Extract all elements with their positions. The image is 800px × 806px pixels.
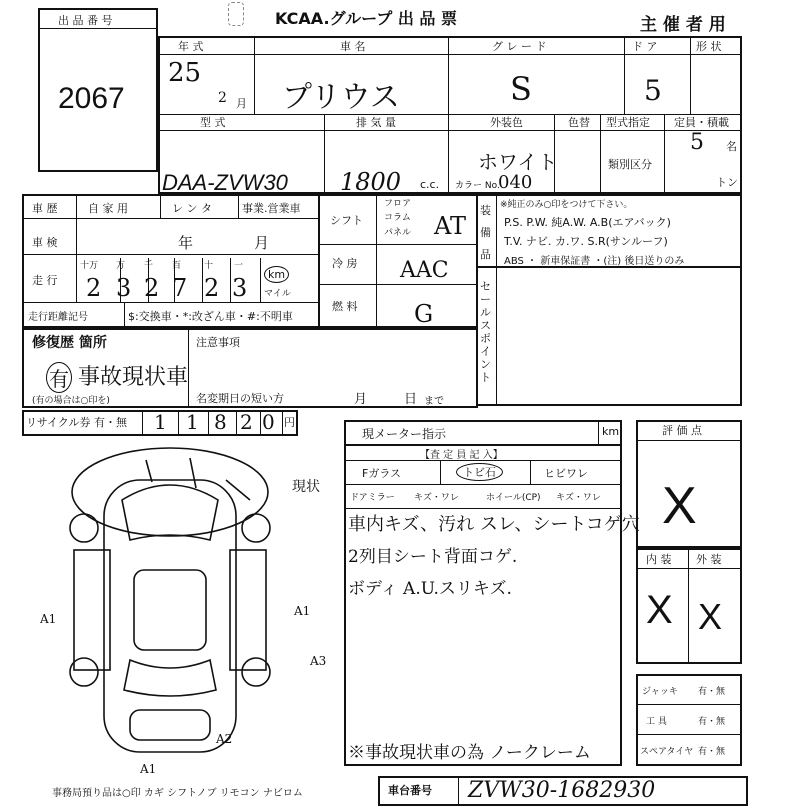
name-header: 車 名 <box>340 40 366 53</box>
history-label: 車 歴 <box>32 202 58 215</box>
year-header: 年 式 <box>178 40 204 53</box>
displacement-header: 排 気 量 <box>356 116 396 129</box>
front-right-wheel <box>242 514 270 542</box>
color-value: ホワイト <box>478 150 558 174</box>
rear-window <box>124 660 216 696</box>
shift-value: AT <box>434 212 467 240</box>
overall-grade-label: 評 価 点 <box>662 424 702 437</box>
inspection-year-unit: 年 <box>178 234 194 252</box>
fuel-label: 燃 料 <box>332 300 358 313</box>
car-body <box>104 480 236 752</box>
diagram-mark: A2 <box>216 732 233 746</box>
doors-header: ド ア <box>632 40 658 53</box>
equipment-line3: ABS ・ 新車保証書 ・(注) 後日送りのみ <box>504 256 685 267</box>
recycle-digit: 2 <box>240 410 253 434</box>
ac-value: AAC <box>400 258 449 283</box>
color-no-label: カラー No. <box>455 181 500 191</box>
year-value: 25 <box>168 58 202 88</box>
exterior-label: 外 装 <box>696 553 722 566</box>
mileage-digit: 3 <box>116 274 132 302</box>
mileage-digit: 7 <box>172 274 188 302</box>
tools-label: 工 具 <box>646 717 667 727</box>
equipment-note: ※純正のみ○印をつけて下さい。 <box>500 200 633 210</box>
sales-point-box <box>476 266 742 406</box>
recycle-digit: 1 <box>186 410 199 434</box>
color-change-header: 色替 <box>568 116 590 129</box>
shift-panel: パネル <box>384 228 412 238</box>
chip-label: トビ石 <box>456 463 503 481</box>
no-claim-note: ※事故現状車の為 ノークレーム <box>348 743 591 763</box>
color-header: 外装色 <box>490 116 523 129</box>
type-designation-header: 型式指定 <box>606 116 650 129</box>
model-value: DAA-ZVW30 <box>162 170 288 195</box>
month-unit: 月 <box>236 97 247 110</box>
km-unit: km <box>264 266 289 283</box>
ac-label: 冷 房 <box>332 257 358 270</box>
chassis-label: 車台番号 <box>388 784 432 797</box>
history-rental: レ ン タ <box>172 202 212 215</box>
door-mirror-value: キズ・ワレ <box>414 493 459 503</box>
inspection-label: 車 検 <box>32 236 58 249</box>
displacement-value: 1800 <box>340 168 402 196</box>
mileage-digit: 2 <box>204 274 220 302</box>
mileage-note: $:交換車・*:改ざん車・#:不明車 <box>128 310 293 323</box>
sales-point-label: セールスポイント <box>480 280 491 384</box>
exterior-value: X <box>698 596 723 637</box>
car-diagram <box>30 440 330 770</box>
grade-header: グ レ ー ド <box>492 40 547 53</box>
recycle-unit: 円 <box>284 416 295 429</box>
month-value: 2 <box>218 90 227 106</box>
recycle-digit: 0 <box>262 410 275 434</box>
shift-floor: フロア <box>384 199 412 209</box>
digit-label: 十万 <box>80 261 99 271</box>
vehicle-name: プリウス <box>282 80 400 115</box>
rear-bumper <box>130 710 210 740</box>
equipment-line2: T.V. ナビ. カ.ワ. S.R(サンルーフ) <box>504 235 668 248</box>
fuel-value: G <box>414 300 434 328</box>
mileage-label: 走 行 <box>32 274 58 287</box>
mile-unit: マイル <box>264 289 291 299</box>
class-label: 類別区分 <box>608 158 652 171</box>
mileage-note-label: 走行距離記号 <box>28 312 88 323</box>
door-mirror-label: ドアミラー <box>350 493 395 503</box>
interior-value: X <box>646 588 673 632</box>
repair-value-prefix: 有 <box>46 362 72 393</box>
wheel-value: キズ・ワレ <box>556 493 601 503</box>
mileage-digit: 2 <box>144 274 160 302</box>
meter-unit: km <box>602 425 620 438</box>
diagram-note: 現状 <box>292 479 320 495</box>
crack-label: ヒビワレ <box>544 467 588 480</box>
recycle-digit: 1 <box>154 410 167 434</box>
grade-value: S <box>510 70 532 108</box>
capacity-header: 定員・積載 <box>674 116 729 129</box>
capacity-value: 5 <box>690 130 704 155</box>
inspection-month-unit: 月 <box>254 234 270 252</box>
history-business: 事業.営業車 <box>242 202 301 215</box>
mileage-digit: 2 <box>86 274 102 302</box>
digit-label: 百 <box>172 261 182 271</box>
shift-column: コラム <box>384 213 411 223</box>
digit-label: 十 <box>204 261 214 271</box>
diagram-mark: A1 <box>140 762 157 776</box>
diagram-mark: A3 <box>310 654 327 668</box>
rear-left-wheel <box>70 658 98 686</box>
front-left-wheel <box>70 514 98 542</box>
notes-label: 注意事項 <box>196 336 240 349</box>
overall-grade-value: X <box>662 477 697 535</box>
diagram-mark: A1 <box>40 612 57 626</box>
assessment-comment: 2列目シート背面コゲ. <box>348 547 518 567</box>
expiry-month-unit: 月 <box>354 392 368 407</box>
recycle-digit: 8 <box>214 410 227 434</box>
jack-label: ジャッキ <box>642 687 678 697</box>
front-hood <box>122 485 218 540</box>
digit-label: 万 <box>116 261 126 271</box>
repair-title: 修復歴 箇所 <box>32 335 107 351</box>
interior-label: 内 装 <box>646 553 672 566</box>
roof <box>134 570 206 650</box>
windshield-scribble <box>72 448 268 536</box>
assessment-comment: ボディ A.U.スリキズ. <box>348 579 512 599</box>
jack-value: 有・無 <box>698 687 726 697</box>
top-corner-marks <box>228 2 244 26</box>
expiry-day-unit: 日 <box>404 392 418 407</box>
lot-number: 2067 <box>58 82 125 115</box>
digit-label: 一 <box>234 261 244 271</box>
chassis-value: ZVW30-1682930 <box>468 778 656 803</box>
assessment-comment: 車内キズ、汚れ スレ、シートコゲ穴 <box>348 514 640 535</box>
organizer-label: 主 催 者 用 <box>640 15 726 35</box>
rear-right-wheel <box>242 658 270 686</box>
repair-value: 事故現状車 <box>78 365 189 390</box>
meter-label: 現メーター指示 <box>362 427 447 441</box>
cc-unit: c.c. <box>420 178 440 191</box>
recycle-label: リサイクル券 有・無 <box>26 416 127 429</box>
lot-number-box <box>38 8 158 172</box>
short-expiry-label: 名変期日の短い方 <box>196 392 284 405</box>
scribble-mark <box>146 458 250 500</box>
spare-label: スペアタイヤ <box>640 747 694 757</box>
equipment-line1: P.S. P.W. 純A.W. A.B(エアバック) <box>504 216 671 229</box>
ton-unit: トン <box>716 176 738 189</box>
model-header: 型 式 <box>200 116 226 129</box>
office-note: 事務局預り品は○印 カギ シフトノブ リモコン ナビロム <box>52 788 303 799</box>
spare-value: 有・無 <box>698 747 726 757</box>
equipment-label: 装 備 品 <box>480 204 491 261</box>
shift-label: シフト <box>330 214 363 227</box>
body-header: 形 状 <box>696 40 722 53</box>
capacity-unit: 名 <box>726 140 737 153</box>
diagram-mark: A1 <box>294 604 311 618</box>
wheel-label: ホイール(CP) <box>486 493 541 503</box>
digit-label: 千 <box>144 261 154 271</box>
page-title: KCAA.グループ 出 品 票 <box>275 9 457 28</box>
assessment-title: 【査 定 員 記 入】 <box>420 450 503 461</box>
f-glass-label: Fガラス <box>362 467 401 480</box>
color-no-value: 040 <box>498 172 533 193</box>
mileage-digit: 3 <box>232 274 248 302</box>
expiry-until: まで <box>424 396 444 407</box>
doors-value: 5 <box>644 74 662 107</box>
lot-number-label: 出 品 番 号 <box>58 14 113 27</box>
tools-value: 有・無 <box>698 717 726 727</box>
repair-note: (有の場合は○印を) <box>32 396 110 406</box>
history-private: 自 家 用 <box>88 202 128 215</box>
